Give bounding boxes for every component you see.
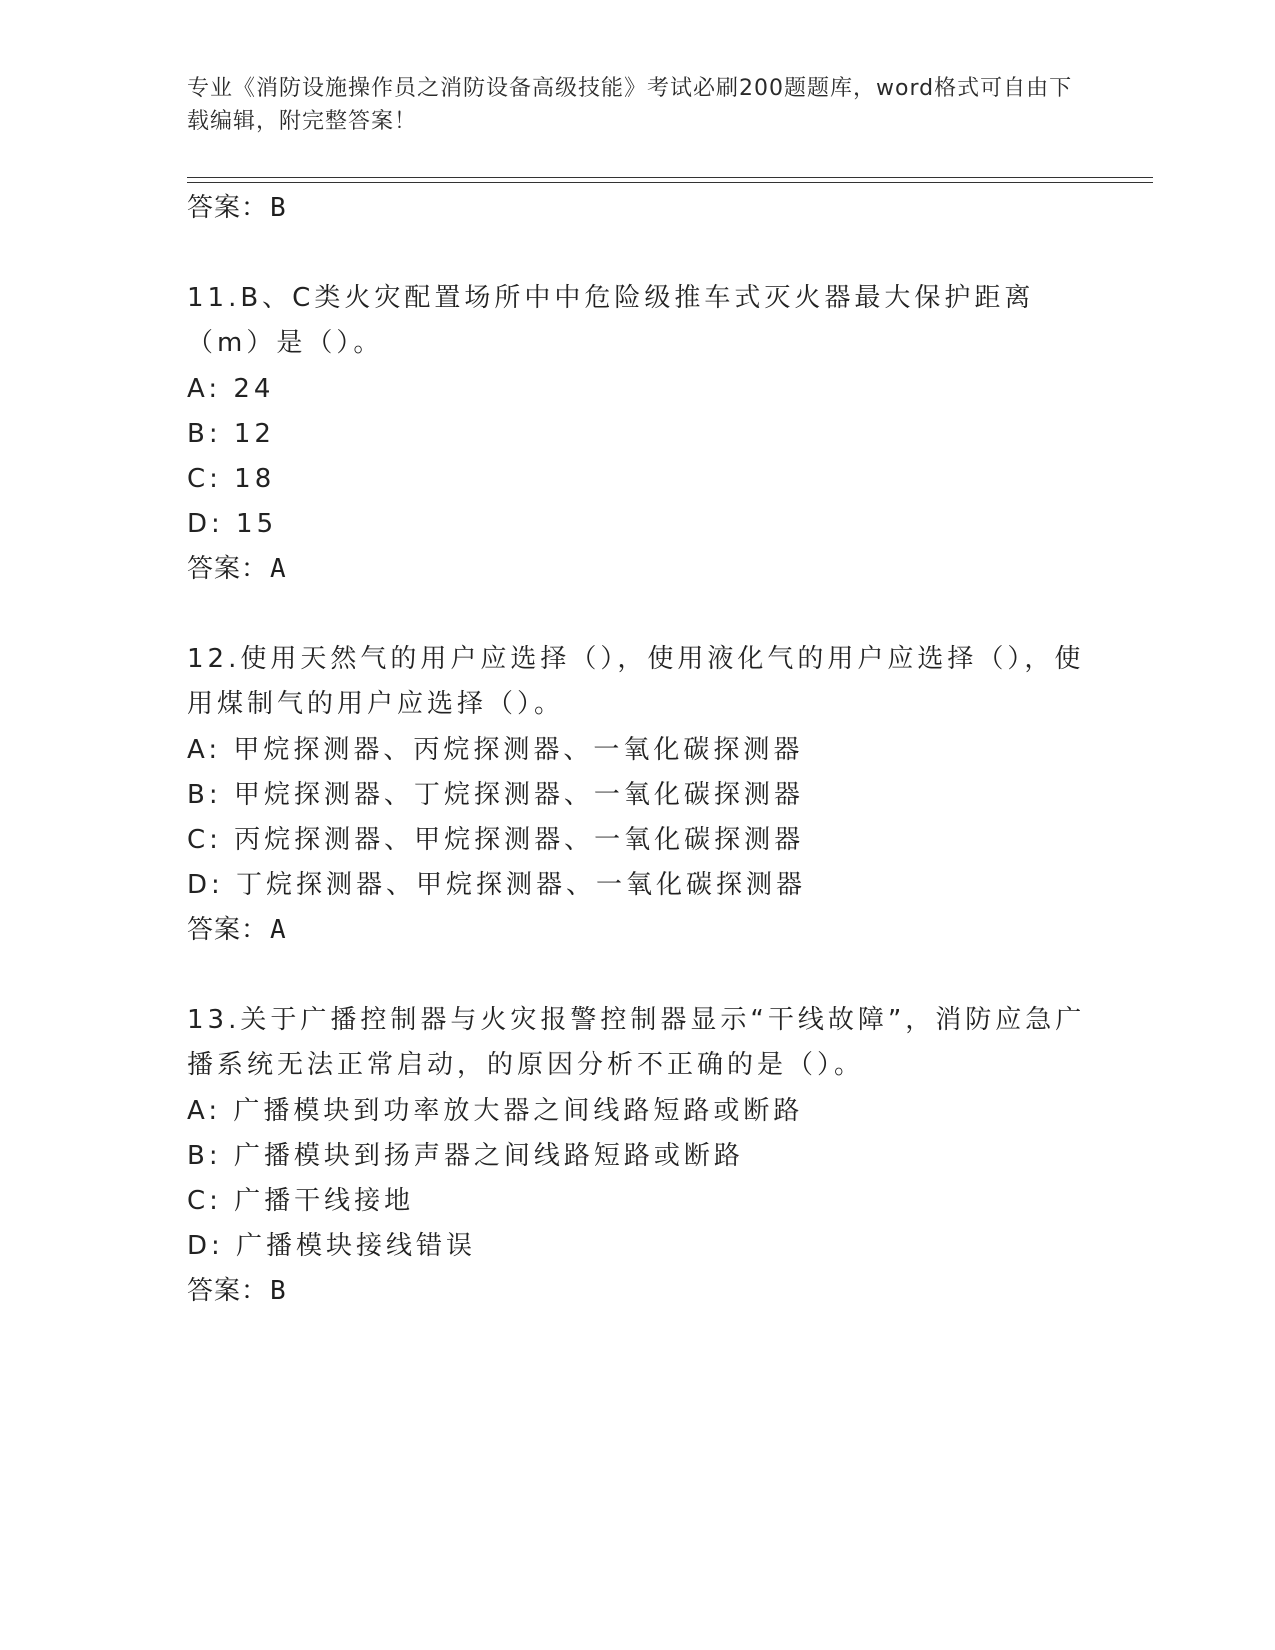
question-13-option-a: A: 广播模块到功率放大器之间线路短路或断路 xyxy=(187,1096,804,1126)
answer-label: 答案： xyxy=(187,1276,269,1306)
question-13-option-c: C: 广播干线接地 xyxy=(187,1186,415,1216)
question-11-option-a: A: 24 xyxy=(187,374,275,404)
question-12-text: 12.使用天然气的用户应选择（），使用液化气的用户应选择（），使用煤制气的用户应选择（）。 xyxy=(187,644,1085,719)
answer-value: B xyxy=(270,193,287,223)
question-13-option-b: B: 广播模块到扬声器之间线路短路或断路 xyxy=(187,1141,744,1171)
document-header: 专业《消防设施操作员之消防设备高级技能》考试必刷200题题库，word格式可自由下载编辑，附完整答案！ xyxy=(187,76,1073,134)
answer-value: B xyxy=(270,1276,287,1306)
question-13-answer xyxy=(187,1273,287,1309)
question-12-option-d: D: 丁烷探测器、甲烷探测器、一氧化碳探测器 xyxy=(187,870,807,900)
answer-label: 答案： xyxy=(187,193,269,223)
question-11-text: 11.B、C类火灾配置场所中中危险级推车式灭火器最大保护距离（m）是（）。 xyxy=(187,283,1035,358)
question-12-option-b: B: 甲烷探测器、丁烷探测器、一氧化碳探测器 xyxy=(187,780,804,810)
answer-value: A xyxy=(270,554,287,584)
answer-label: 答案： xyxy=(187,554,269,584)
previous-answer xyxy=(187,190,287,226)
question-12-answer xyxy=(187,912,287,948)
question-12-option-a: A: 甲烷探测器、丙烷探测器、一氧化碳探测器 xyxy=(187,735,804,765)
question-12-option-c: C: 丙烷探测器、甲烷探测器、一氧化碳探测器 xyxy=(187,825,805,855)
answer-value: A xyxy=(270,915,287,945)
question-11-option-c: C: 18 xyxy=(187,464,276,494)
question-13-text: 13.关于广播控制器与火灾报警控制器显示“干线故障”，消防应急广播系统无法正常启动，的原因分析不正确的是（）。 xyxy=(187,1005,1086,1080)
question-13-option-d: D: 广播模块接线错误 xyxy=(187,1231,477,1261)
header-divider-bottom xyxy=(187,182,1153,183)
question-11-option-b: B: 12 xyxy=(187,419,275,449)
question-11-option-d: D: 15 xyxy=(187,509,278,539)
question-11-answer xyxy=(187,551,287,587)
header-divider-top xyxy=(187,177,1153,178)
answer-label: 答案： xyxy=(187,915,269,945)
